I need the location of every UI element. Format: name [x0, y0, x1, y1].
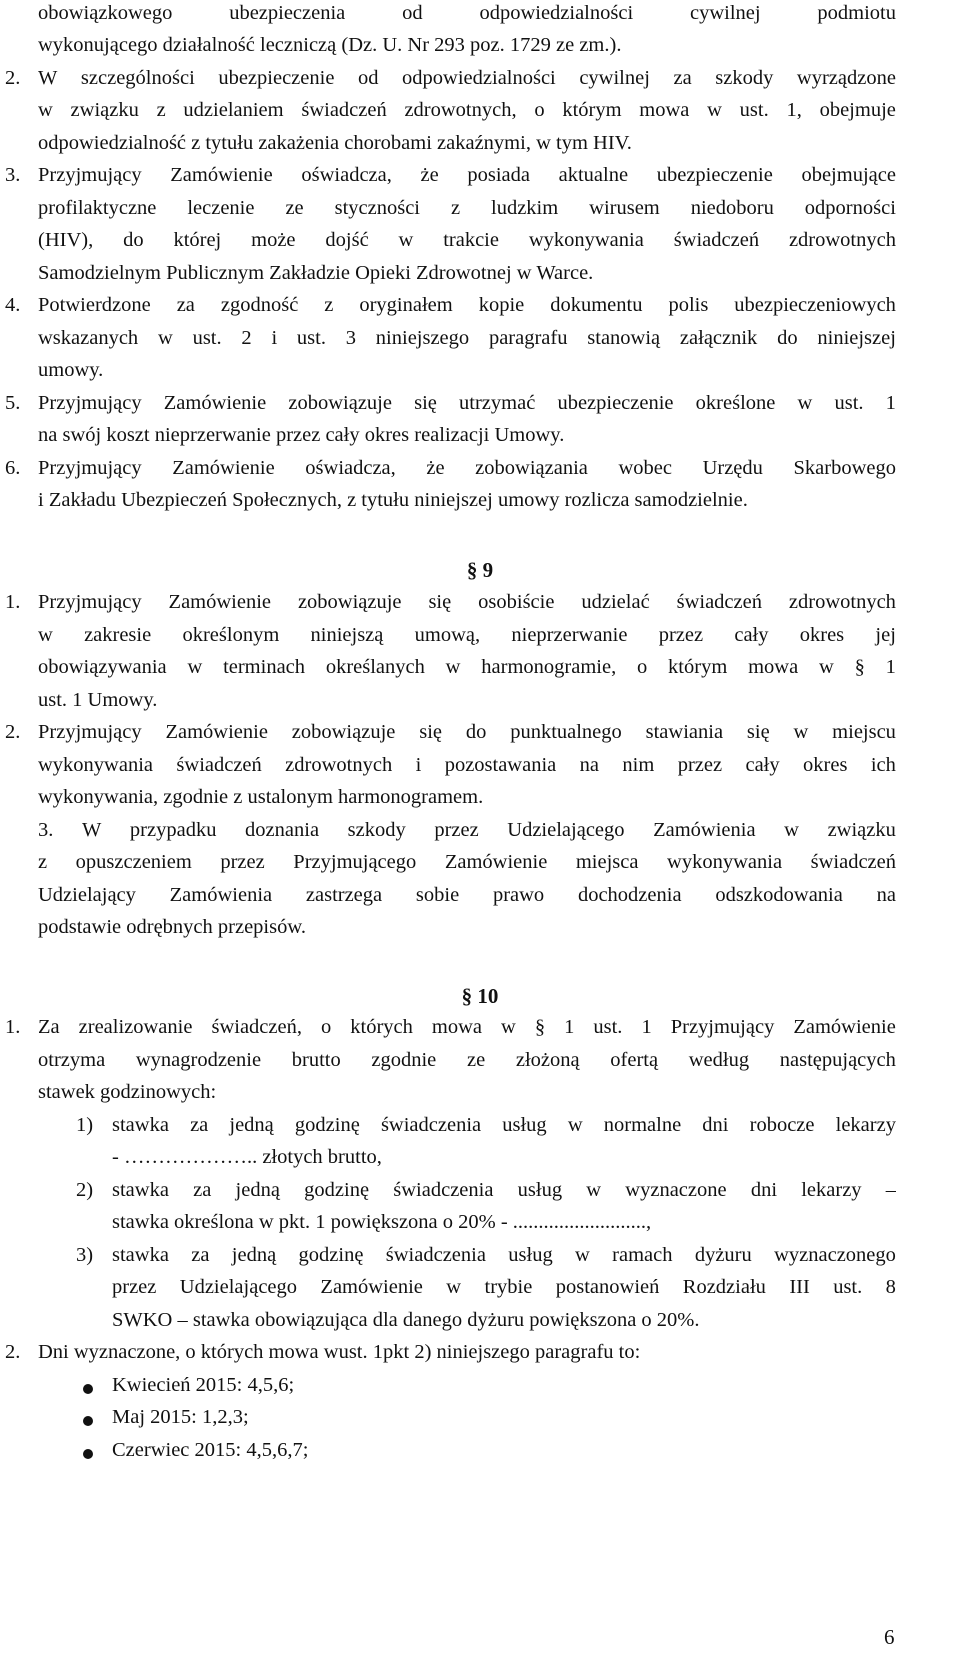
text-line: ust. 1 Umowy.: [38, 689, 158, 711]
item-number: 5.: [5, 392, 21, 414]
text-line: stawka określona w pkt. 1 powiększona o 20% - ..........................,: [112, 1211, 652, 1233]
rate-number: 1): [76, 1114, 94, 1136]
item-number: 2.: [5, 67, 21, 89]
text-line: podstawie odrębnych przepisów.: [38, 916, 306, 938]
text-line: stawka za jedną godzinę świadczenia usług w normalne dni robocze lekarzy: [112, 1114, 896, 1136]
item-number: 1.: [5, 591, 21, 613]
text-line: W szczególności ubezpieczenie od odpowiedzialności cywilnej za szkody wyrządzone: [38, 67, 896, 89]
text-line: Przyjmujący Zamówienie oświadcza, że zobowiązania wobec Urzędu Skarbowego: [38, 457, 896, 479]
bullet-icon: [83, 1416, 93, 1426]
item-number: 1.: [5, 1016, 21, 1038]
item-number: 2.: [5, 1341, 21, 1363]
text-line: stawka za jedną godzinę świadczenia usług w ramach dyżuru wyznaczonego: [112, 1244, 896, 1266]
text-line: - ……………….. złotych brutto,: [112, 1146, 382, 1168]
text-line: obowiązywania w terminach określanych w harmonogramie, o którym mowa w § 1: [38, 656, 896, 678]
item-number: 4.: [5, 294, 21, 316]
text-line: Za zrealizowanie świadczeń, o których mowa w § 1 ust. 1 Przyjmujący Zamówienie: [38, 1016, 896, 1038]
text-line: Potwierdzone za zgodność z oryginałem kopie dokumentu polis ubezpieczeniowych: [38, 294, 896, 316]
section-heading: § 10: [461, 984, 499, 1008]
text-line: Samodzielnym Publicznym Zakładzie Opieki Zdrowotnej w Warce.: [38, 262, 594, 284]
bullet-icon: [83, 1384, 93, 1394]
text-line: profilaktyczne leczenie ze styczności z ludzkim wirusem niedoboru odporności: [38, 197, 896, 219]
text-line: w związku z udzielaniem świadczeń zdrowotnych, o którym mowa w ust. 1, obejmuje: [38, 99, 896, 121]
rate-number: 2): [76, 1179, 94, 1201]
text-line: stawka za jedną godzinę świadczenia usług w wyznaczone dni lekarzy –: [112, 1179, 896, 1201]
text-line: stawek godzinowych:: [38, 1081, 217, 1103]
text-line: wykonywania, zgodnie z ustalonym harmonogramem.: [38, 786, 484, 808]
text-line: obowiązkowego ubezpieczenia od odpowiedzialności cywilnej podmiotu: [38, 2, 896, 24]
text-line: odpowiedzialność z tytułu zakażenia chorobami zakaźnymi, w tym HIV.: [38, 132, 632, 154]
text-line: przez Udzielającego Zamówienie w trybie postanowień Rozdziału III ust. 8: [112, 1276, 896, 1298]
item-number: 6.: [5, 457, 21, 479]
text-line: wykonywania świadczeń zdrowotnych i pozostawania na nim przez cały okres ich: [38, 754, 896, 776]
text-line: Przyjmujący Zamówienie zobowiązuje się utrzymać ubezpieczenie określone w ust. 1: [38, 392, 896, 414]
text-line: 3. W przypadku doznania szkody przez Udzielającego Zamówienia w związku: [38, 819, 896, 841]
text-line: wykonującego działalność leczniczą (Dz. U. Nr 293 poz. 1729 ze zm.).: [38, 34, 622, 56]
text-line: i Zakładu Ubezpieczeń Społecznych, z tytułu niniejszej umowy rozlicza samodzielnie.: [38, 489, 748, 511]
rate-number: 3): [76, 1244, 94, 1266]
section-heading: § 9: [466, 558, 494, 582]
text-line: Udzielający Zamówienia zastrzega sobie prawo dochodzenia odszkodowania na: [38, 884, 896, 906]
text-line: (HIV), do której może dojść w trakcie wykonywania świadczeń zdrowotnych: [38, 229, 896, 251]
text-line: SWKO – stawka obowiązująca dla danego dyżuru powiększona o 20%.: [112, 1309, 700, 1331]
bullet-item: Kwiecień 2015: 4,5,6;: [112, 1374, 295, 1396]
text-line: Przyjmujący Zamówienie zobowiązuje się osobiście udzielać świadczeń zdrowotnych: [38, 591, 896, 613]
text-line: Przyjmujący Zamówienie oświadcza, że posiada aktualne ubezpieczenie obejmujące: [38, 164, 896, 186]
bullet-item: Maj 2015: 1,2,3;: [112, 1406, 249, 1428]
bullet-icon: [83, 1449, 93, 1459]
item-number: 2.: [5, 721, 21, 743]
text-line: w zakresie określonym niniejszą umową, nieprzerwanie przez cały okres jej: [38, 624, 896, 646]
text-line: na swój koszt nieprzerwanie przez cały okres realizacji Umowy.: [38, 424, 565, 446]
page-number: 6: [884, 1625, 895, 1649]
text-line: Dni wyznaczone, o których mowa wust. 1pkt 2) niniejszego paragrafu to:: [38, 1341, 641, 1363]
text-line: Przyjmujący Zamówienie zobowiązuje się do punktualnego stawiania się w miejscu: [38, 721, 896, 743]
text-line: wskazanych w ust. 2 i ust. 3 niniejszego paragrafu stanowią załącznik do niniejszej: [38, 327, 896, 349]
item-number: 3.: [5, 164, 21, 186]
bullet-item: Czerwiec 2015: 4,5,6,7;: [112, 1439, 309, 1461]
text-line: otrzyma wynagrodzenie brutto zgodnie ze złożoną ofertą według następujących: [38, 1049, 896, 1071]
text-line: z opuszczeniem przez Przyjmującego Zamówienie miejsca wykonywania świadczeń: [38, 851, 896, 873]
text-line: umowy.: [38, 359, 104, 381]
